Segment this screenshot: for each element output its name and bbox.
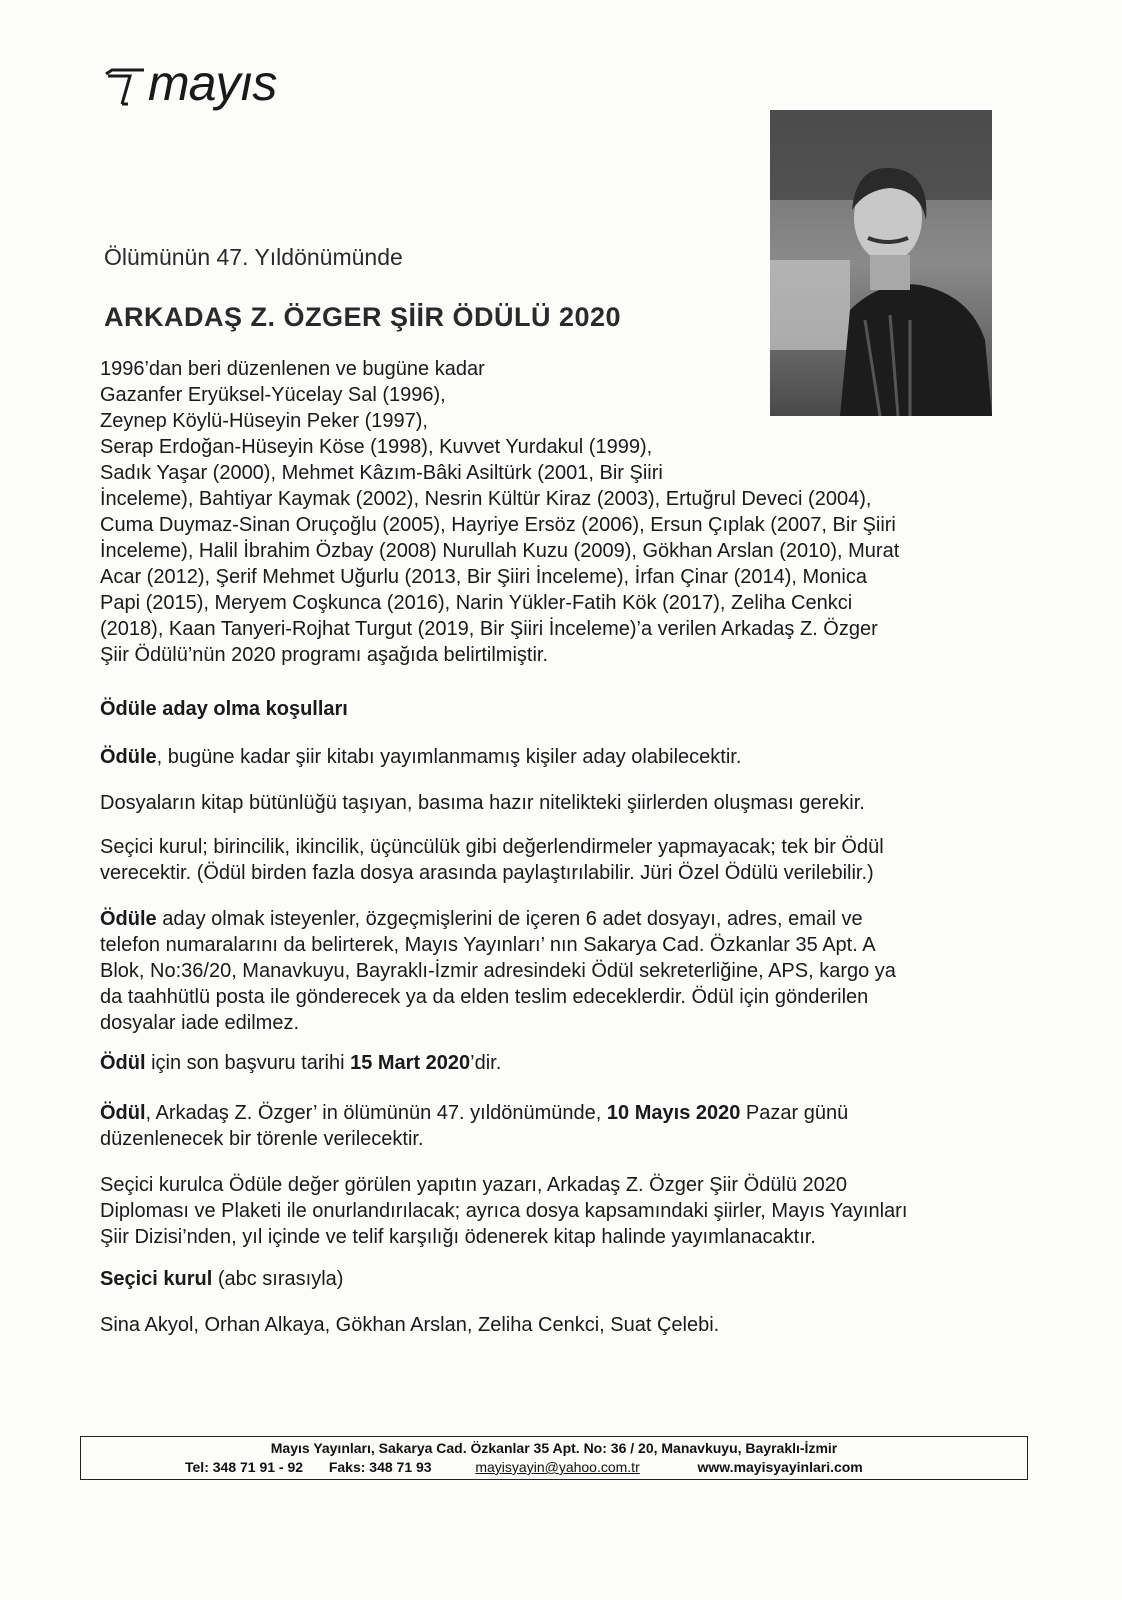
page-subtitle: Ölümünün 47. Yıldönümünde — [104, 244, 403, 270]
intro-line: İnceleme), Halil İbrahim Özbay (2008) Nurullah Kuzu (2009), Gökhan Arslan (2010), Murat — [100, 540, 900, 562]
text: da taahhütlü posta ile gönderecek ya da elden teslim edeceklerdir. Ödül için gönderilen — [100, 986, 869, 1008]
text: dosyalar iade edilmez. — [100, 1012, 299, 1034]
deadline-date: 15 Mart 2020 — [350, 1052, 471, 1074]
condition-paragraph-1 — [100, 744, 1020, 770]
bold-word: Ödül — [100, 1102, 146, 1124]
intro-line: Serap Erdoğan-Hüseyin Köse (1998), Kuvvet Yurdakul (1999), — [100, 436, 653, 458]
text: telefon numaralarını da belirterek, Mayıs Yayınları’ nın Sakarya Cad. Özkanlar 35 Apt. A — [100, 934, 876, 956]
intro-line: İnceleme), Bahtiyar Kaymak (2002), Nesrin Kültür Kiraz (2003), Ertuğrul Deveci (2004), — [100, 488, 872, 510]
page-title: ARKADAŞ Z. ÖZGER ŞİİR ÖDÜLÜ 2020 — [104, 302, 622, 332]
footer-box — [80, 1436, 1028, 1480]
text: ’dir. — [470, 1052, 502, 1074]
intro-line: 1996’dan beri düzenlenen ve bugüne kadar — [100, 358, 485, 380]
text: Seçici kurulca Ödüle değer görülen yapıtın yazarı, Arkadaş Z. Özger Şiir Ödülü 2020 — [100, 1174, 848, 1196]
award-paragraph — [100, 1172, 1020, 1250]
bold-word: Ödüle — [100, 908, 157, 930]
text: düzenlenecek bir törenle verilecektir. — [100, 1128, 424, 1150]
ceremony-paragraph — [100, 1100, 1020, 1152]
publisher-logo — [104, 44, 277, 111]
bold-word: Seçici kurul — [100, 1268, 213, 1290]
logo-wordmark: mayıs — [148, 55, 277, 111]
deadline-paragraph — [100, 1050, 1020, 1076]
text: Blok, No:36/20, Manavkuyu, Bayraklı-İzmir adresindeki Ödül sekreterliğine, APS, kargo ya — [100, 960, 896, 982]
conditions-heading: Ödüle aday olma koşulları — [100, 698, 348, 720]
footer-address: Mayıs Yayınları, Sakarya Cad. Özkanlar 35 Apt. No: 36 / 20, Manavkuyu, Bayraklı-İzmir — [270, 1440, 838, 1456]
footer-contacts — [185, 1459, 1007, 1475]
footer-web-link[interactable]: www.mayisyayinlari.com — [697, 1459, 863, 1475]
stylized-7-icon — [104, 56, 146, 108]
text: Dosyaların kitap bütünlüğü taşıyan, basıma hazır nitelikteki şiirlerden oluşması gerekir. — [100, 792, 865, 814]
footer-email-link[interactable]: mayisyayin@yahoo.com.tr — [475, 1459, 640, 1475]
text: (abc sırasıyla) — [212, 1268, 344, 1290]
text: verecektir. (Ödül birden fazla dosya arasında paylaştırılabilir. Jüri Özel Ödülü verilebilir.) — [100, 862, 874, 884]
footer-tel: Tel: 348 71 91 - 92 — [185, 1459, 304, 1475]
ceremony-date: 10 Mayıs 2020 — [606, 1102, 741, 1124]
condition-paragraph-3 — [100, 834, 1020, 886]
text: Seçici kurul; birincilik, ikincilik, üçüncülük gibi değerlendirmeler yapmayacak; tek bir Ödül — [100, 836, 884, 858]
intro-line: Gazanfer Eryüksel-Yücelay Sal (1996), — [100, 384, 446, 406]
text: Diploması ve Plaketi ile onurlandırılacak; ayrıca dosya kapsamındaki şiirler, Mayıs Yayınları — [100, 1200, 908, 1222]
jury-members — [100, 1312, 1020, 1338]
intro-line: (2018), Kaan Tanyeri-Rojhat Turgut (2019, Bir Şiiri İnceleme)’a verilen Arkadaş Z. Özger — [100, 618, 878, 640]
text: Pazar günü — [740, 1102, 849, 1124]
jury-heading — [100, 1266, 1020, 1292]
intro-line: Cuma Duymaz-Sinan Oruçoğlu (2005), Hayriye Ersöz (2006), Ersun Çıplak (2007, Bir Şiiri — [100, 514, 896, 536]
intro-paragraph — [100, 356, 1020, 668]
intro-line: Zeynep Köylü-Hüseyin Peker (1997), — [100, 410, 428, 432]
text: aday olmak isteyenler, özgeçmişlerini de içeren 6 adet dosyayı, adres, email ve — [156, 908, 863, 930]
intro-line: Şiir Ödülü’nün 2020 programı aşağıda belirtilmiştir. — [100, 644, 548, 666]
bold-word: Ödüle — [100, 746, 157, 768]
condition-paragraph-2 — [100, 790, 1020, 816]
footer-fax: Faks: 348 71 93 — [328, 1459, 432, 1475]
text: , Arkadaş Z. Özger’ in ölümünün 47. yıldönümünde, — [145, 1102, 607, 1124]
text: , bugüne kadar şiir kitabı yayımlanmamış kişiler aday olabilecektir. — [156, 746, 742, 768]
text: Sina Akyol, Orhan Alkaya, Gökhan Arslan, Zeliha Cenkci, Suat Çelebi. — [100, 1314, 720, 1336]
intro-line: Papi (2015), Meryem Coşkunca (2016), Narin Yükler-Fatih Kök (2017), Zeliha Cenkci — [100, 592, 853, 614]
bold-word: Ödül — [100, 1052, 146, 1074]
intro-line: Sadık Yaşar (2000), Mehmet Kâzım-Bâki Asiltürk (2001, Bir Şiiri — [100, 462, 663, 484]
intro-line: Acar (2012), Şerif Mehmet Uğurlu (2013, Bir Şiiri İnceleme), İrfan Çinar (2014), Monica — [100, 566, 867, 588]
condition-paragraph-4 — [100, 906, 1020, 1036]
text: Şiir Dizisi’nden, yıl içinde ve telif karşılığı ödenerek kitap halinde yayımlanacaktır. — [100, 1226, 816, 1248]
text: için son başvuru tarihi — [145, 1052, 351, 1074]
